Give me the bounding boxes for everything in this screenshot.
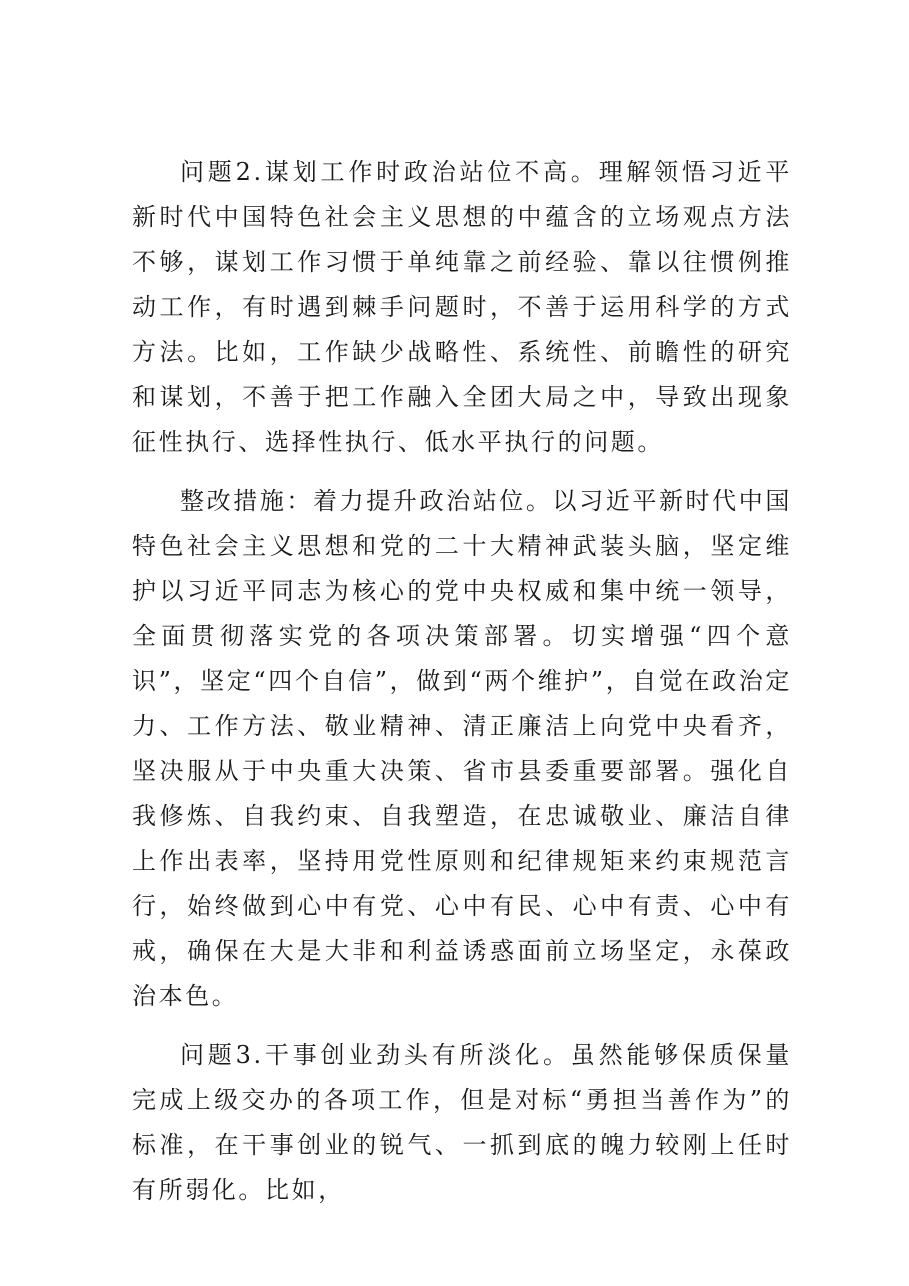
paragraph-problem-3: 问题3.干事创业劲头有所淡化。虽然能够保质保量完成上级交办的各项工作，但是对标“勇担当善作为”的标准，在干事创业的锐气、一抓到底的魄力较刚上任时有所弱化。比如，: [132, 1041, 792, 1204]
paragraph-rectification-measures: 整改措施：着力提升政治站位。以习近平新时代中国特色社会主义思想和党的二十大精神武装头脑，坚定维护以习近平同志为核心的党中央权威和集中统一领导，全面贯彻落实党的各项决策部署。切实增强“四个意识”，坚定“四个自信”，做到“两个维护”，自觉在政治定力、工作方法、敬业精神、清正廉洁上向党中央看齐，坚决服从于中央重大决策、省市县委重要部署。强化自我修炼、自我约束、自我塑造，在忠诚敬业、廉洁自律上作出表率，坚持用党性原则和纪律规矩来约束规范言行，始终做到心中有党、心中有民、心中有责、心中有戒，确保在大是大非和利益诱惑面前立场坚定，永葆政治本色。: [132, 487, 792, 1010]
paragraph-problem-2: 问题2.谋划工作时政治站位不高。理解领悟习近平新时代中国特色社会主义思想的中蕴含的立场观点方法不够，谋划工作习惯于单纯靠之前经验、靠以往惯例推动工作，有时遇到棘手问题时，不善于运用科学的方式方法。比如，工作缺少战略性、系统性、前瞻性的研究和谋划，不善于把工作融入全团大局之中，导致出现象征性执行、选择性执行、低水平执行的问题。: [132, 158, 792, 456]
document-body: [132, 150, 792, 1227]
